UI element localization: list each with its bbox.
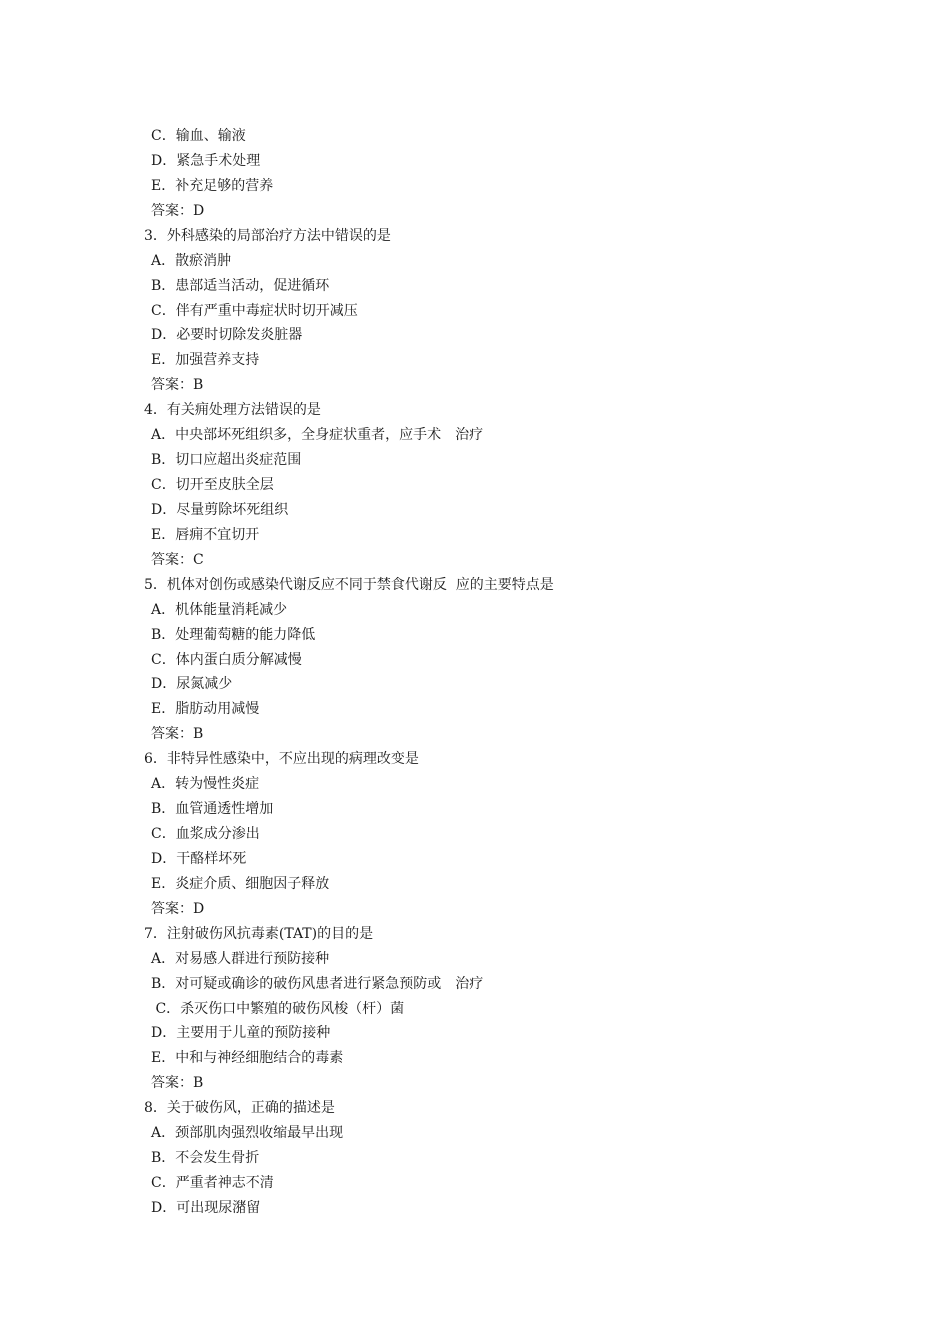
option-line: B．对可疑或确诊的破伤风患者进行紧急预防或 治疗 <box>151 976 484 992</box>
option-line: A．机体能量消耗减少 <box>151 602 288 618</box>
option-line: C．血浆成分渗出 <box>151 826 260 842</box>
option-line: E．中和与神经细胞结合的毒素 <box>151 1050 344 1066</box>
option-line: D．尽量剪除坏死组织 <box>151 502 289 518</box>
option-line: C．体内蛋白质分解减慢 <box>151 652 302 668</box>
question-text: 4．有关痈处理方法错误的是 <box>144 402 321 418</box>
option-line: E．补充足够的营养 <box>151 178 274 194</box>
option-line: B．切口应超出炎症范围 <box>151 452 302 468</box>
option-line: B．患部适当活动，促进循环 <box>151 278 330 294</box>
option-line: E．脂肪动用减慢 <box>151 701 260 717</box>
answer-line: 答案：C <box>151 552 204 568</box>
option-line: C．输血、输液 <box>151 128 246 144</box>
option-line: C．切开至皮肤全层 <box>151 477 274 493</box>
option-line: B．不会发生骨折 <box>151 1150 260 1166</box>
option-line: D．干酪样坏死 <box>151 851 247 867</box>
option-line: E．唇痈不宜切开 <box>151 527 260 543</box>
answer-line: 答案：D <box>151 901 205 917</box>
option-line: A．散瘀消肿 <box>151 253 232 269</box>
option-line: A．对易感人群进行预防接种 <box>151 951 330 967</box>
option-line: C．杀灭伤口中繁殖的破伤风梭（杆）菌 <box>151 1001 405 1017</box>
option-line: C．严重者神志不清 <box>151 1175 274 1191</box>
answer-line: 答案：B <box>151 377 204 393</box>
question-text: 3．外科感染的局部治疗方法中错误的是 <box>144 228 391 244</box>
option-line: D．主要用于儿童的预防接种 <box>151 1025 331 1041</box>
option-line: D．紧急手术处理 <box>151 153 261 169</box>
option-line: A．转为慢性炎症 <box>151 776 260 792</box>
question-text: 5．机体对创伤或感染代谢反应不同于禁食代谢反 应的主要特点是 <box>144 577 554 593</box>
option-line: D．必要时切除发炎脏器 <box>151 327 303 343</box>
option-line: D．可出现尿潴留 <box>151 1200 261 1216</box>
option-line: E．炎症介质、细胞因子释放 <box>151 876 330 892</box>
option-line: B．血管通透性增加 <box>151 801 274 817</box>
question-text: 7．注射破伤风抗毒素(TAT)的目的是 <box>144 926 374 942</box>
answer-line: 答案：B <box>151 1075 204 1091</box>
option-line: E．加强营养支持 <box>151 352 260 368</box>
question-text: 8．关于破伤风，正确的描述是 <box>144 1100 335 1116</box>
answer-line: 答案：B <box>151 726 204 742</box>
option-line: B．处理葡萄糖的能力降低 <box>151 627 316 643</box>
option-line: D．尿氮减少 <box>151 676 233 692</box>
option-line: A．颈部肌肉强烈收缩最早出现 <box>151 1125 344 1141</box>
option-line: A．中央部坏死组织多，全身症状重者，应手术 治疗 <box>151 427 484 443</box>
option-line: C．伴有严重中毒症状时切开减压 <box>151 303 358 319</box>
answer-line: 答案：D <box>151 203 205 219</box>
question-text: 6．非特异性感染中，不应出现的病理改变是 <box>144 751 419 767</box>
